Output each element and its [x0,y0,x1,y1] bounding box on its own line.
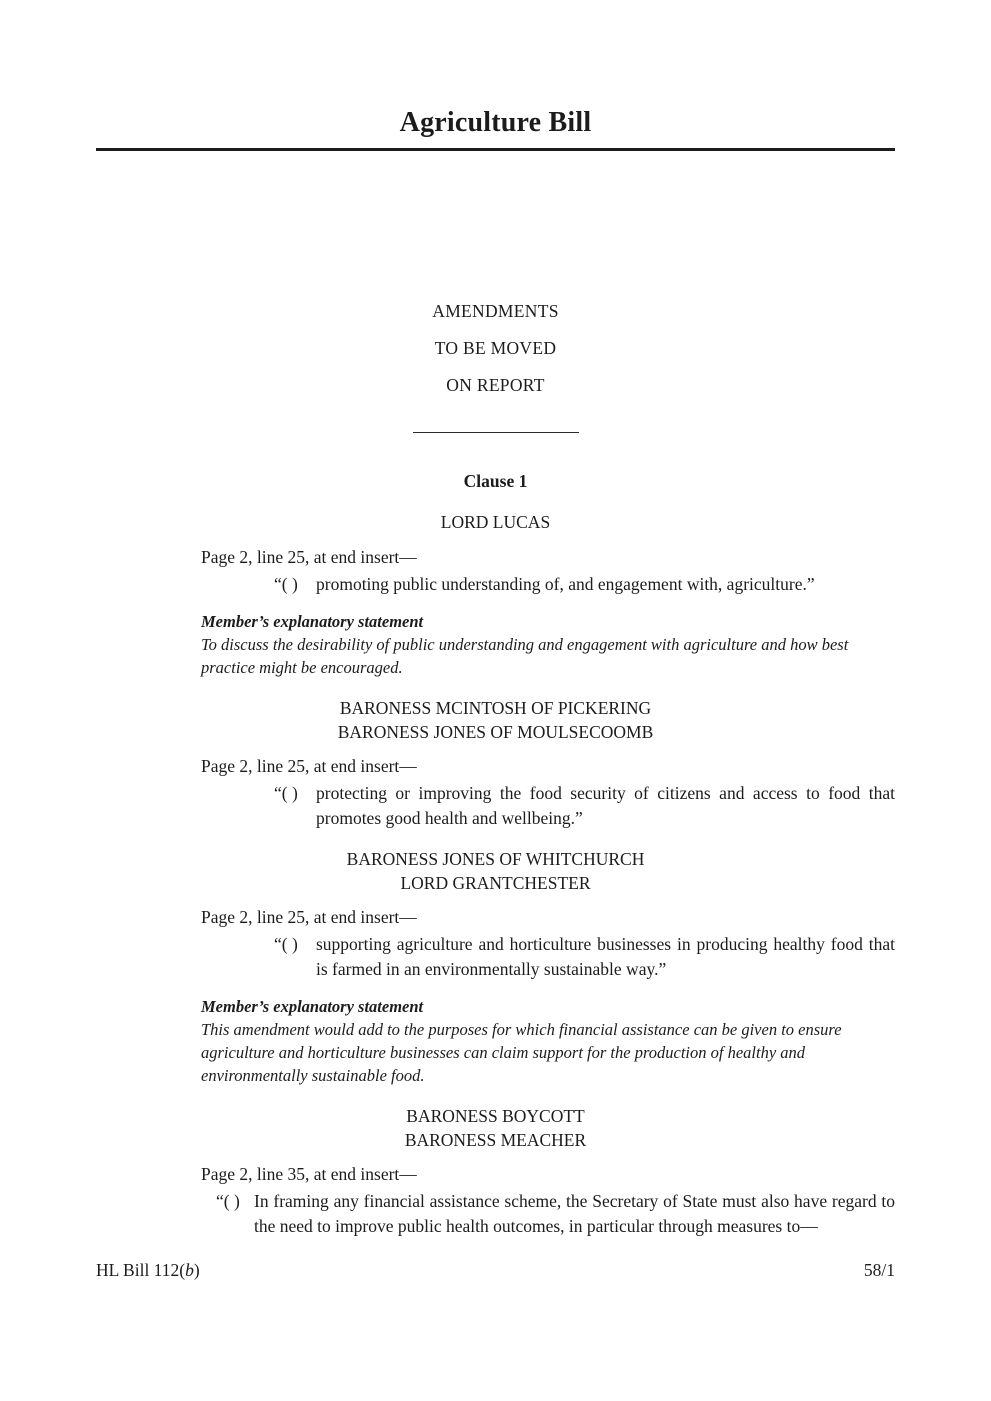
amendment-3-body [201,905,895,1087]
document-title: Agriculture Bill [399,107,592,138]
sponsor-name: BARONESS JONES OF WHITCHURCH [346,849,645,869]
explanatory-text: This amendment would add to the purposes for which financial assistance can be given to ensure agriculture and horticulture businesses can claim support for the production of healthy and environmentally sustainable food. [201,1020,842,1085]
sponsor-name: BARONESS MCINTOSH OF PICKERING [339,698,652,718]
title-rule-line [96,148,895,151]
bill-number-suffix: ) [193,1260,200,1280]
sponsor-name: LORD GRANTCHESTER [400,872,591,893]
preamble-block [96,293,895,404]
amendment-1-sponsors [96,511,895,535]
clause-heading: Clause 1 [463,471,528,491]
amendment-1-body [201,545,895,680]
preamble-line-2: TO BE MOVED [434,338,557,358]
amendment-text-body: promoting public understanding of, and engagement with, agriculture.” [316,573,815,594]
amendment-4-sponsors [96,1105,895,1152]
amendment-2-body [201,754,895,830]
paragraph-marker: “( ) [274,934,298,954]
explanatory-text: To discuss the desirability of public understanding and engagement with agriculture and how best practice might be encouraged. [201,635,849,677]
amendment-3-sponsors [96,848,895,895]
amendment-text-body: supporting agriculture and horticulture businesses in producing healthy food that is farmed in an environmentally sustainable way.” [316,934,895,979]
preamble-line-1: AMENDMENTS [432,301,559,321]
sponsor-name: BARONESS JONES OF MOULSECOOMB [337,721,654,742]
amendment-sheet-number: 58/1 [863,1260,895,1280]
explanatory-statement [201,610,895,679]
sponsor-name: BARONESS BOYCOTT [406,1106,585,1126]
bill-number-letter: b [185,1260,194,1280]
title-rule [96,148,895,151]
amendment-inserted-text [274,572,895,597]
bill-number-prefix: HL Bill 112( [96,1260,186,1280]
paragraph-marker: “( ) [216,1191,240,1211]
amendment-2-sponsors [96,697,895,744]
amendment-text-body: In framing any financial assistance scheme, the Secretary of State must also have regard to the need to improve public health outcomes, in particular through measures to— [254,1191,895,1236]
amendment-inserted-text [274,932,895,981]
amendment-instruction: Page 2, line 25, at end insert— [201,907,417,927]
amendment-1 [96,511,895,679]
amendment-inserted-text [274,781,895,830]
amendment-4 [96,1105,895,1238]
explanatory-statement [201,995,895,1087]
sponsor-name: LORD LUCAS [440,512,551,532]
explanatory-heading: Member’s explanatory statement [201,612,424,631]
amendment-instruction: Page 2, line 25, at end insert— [201,756,417,776]
amendment-instruction: Page 2, line 35, at end insert— [201,1164,417,1184]
amendment-2 [96,697,895,830]
paragraph-marker: “( ) [274,783,298,803]
bill-number [96,1258,200,1282]
sponsor-name: BARONESS MEACHER [404,1129,587,1150]
section-divider [413,432,579,433]
preamble-line-3: ON REPORT [446,375,545,395]
amendment-4-body [201,1162,895,1238]
explanatory-heading: Member’s explanatory statement [201,997,424,1016]
page-footer [96,1258,895,1282]
amendment-inserted-text [216,1189,895,1238]
amendment-3 [96,848,895,1087]
amendment-text-body: protecting or improving the food security of citizens and access to food that promotes good health and wellbeing.” [316,783,895,828]
amendment-instruction: Page 2, line 25, at end insert— [201,546,417,567]
paragraph-marker: “( ) [274,573,298,594]
